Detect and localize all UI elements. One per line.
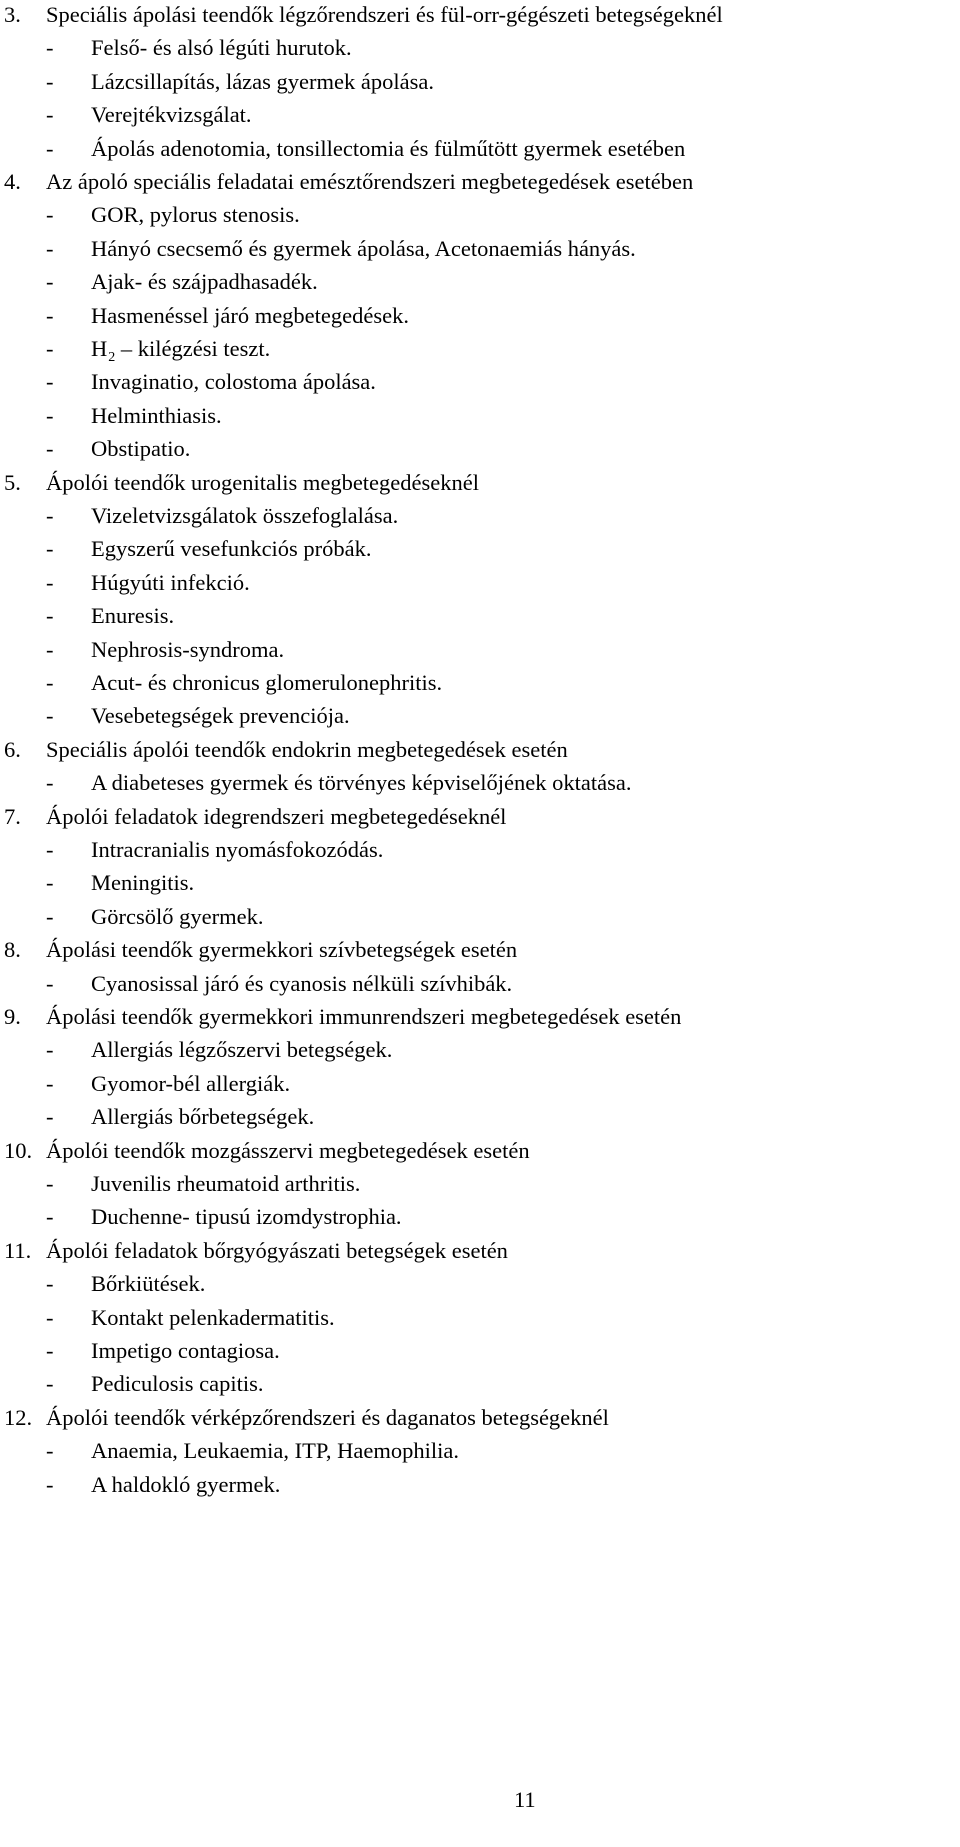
list-marker: - [46, 503, 54, 528]
section-number: 11. [4, 1237, 32, 1263]
list-marker: - [46, 68, 54, 94]
list-marker: - [46, 135, 54, 161]
list-item-text: A haldokló gyermek. [91, 1471, 281, 1497]
list-item-text: Allergiás bőrbetegségek. [91, 1104, 315, 1130]
list-marker: - [46, 1037, 54, 1063]
section-title: Speciális ápolási teendők légzőrendszeri és fül-orr-gégészeti betegségeknél [46, 2, 723, 27]
list-item-text: Hasmenéssel járó megbetegedések. [91, 302, 409, 328]
list-marker: - [46, 569, 54, 595]
list-marker: - [46, 903, 54, 929]
section-title: Ápolói teendők vérképzőrendszeri és daganatos betegségeknél [46, 1404, 609, 1430]
section-number: 8. [4, 937, 21, 963]
list-item-text: Lázcsillapítás, lázas gyermek ápolása. [91, 68, 434, 94]
section-title: Ápolói teendők urogenitalis megbetegedéseknél [46, 469, 479, 495]
list-item-text: Impetigo contagiosa. [91, 1338, 280, 1363]
list-item-text: Ajak- és szájpadhasadék. [91, 269, 318, 295]
list-item-text: Bőrkiütések. [91, 1271, 206, 1297]
list-marker: - [46, 837, 54, 862]
page-number: 11 [514, 1787, 536, 1812]
list-item-text: Obstipatio. [91, 436, 191, 462]
list-marker: - [46, 1070, 54, 1096]
section-title: Az ápoló speciális feladatai emésztőrendszeri megbetegedések esetében [46, 169, 694, 194]
list-item-text: Intracranialis nyomásfokozódás. [91, 837, 384, 862]
list-item-text: Gyomor-bél allergiák. [91, 1070, 291, 1096]
list-marker: - [46, 1338, 54, 1363]
list-marker: - [46, 235, 54, 261]
list-item-text: Juvenilis rheumatoid arthritis. [91, 1171, 361, 1196]
section-title: Ápolási teendők gyermekkori immunrendszeri megbetegedések esetén [46, 1004, 682, 1029]
list-item-text: Helminthiasis. [91, 402, 222, 428]
list-marker: - [46, 102, 54, 128]
section-number: 10. [4, 1137, 33, 1163]
subscript-two: 2 [108, 350, 116, 365]
list-marker: - [46, 369, 54, 395]
list-marker: - [46, 1438, 54, 1464]
list-item-text: Húgyúti infekció. [91, 569, 250, 595]
list-item-text: Anaemia, Leukaemia, ITP, Haemophilia. [91, 1438, 459, 1464]
list-marker: - [46, 1304, 54, 1330]
list-marker: - [46, 636, 54, 662]
list-item-text: Nephrosis-syndroma. [91, 636, 285, 662]
section-number: 12. [4, 1404, 33, 1430]
list-item-text: Felső- és alsó légúti hurutok. [91, 35, 352, 61]
list-marker: - [46, 436, 54, 462]
list-item-text: Ápolás adenotomia, tonsillectomia és fülműtött gyermek esetében [91, 135, 686, 161]
section-number: 7. [4, 803, 21, 829]
section-title: Speciális ápolói teendők endokrin megbetegedések esetén [46, 736, 568, 762]
list-item-text: Enuresis. [91, 603, 175, 629]
list-item-text: Pediculosis capitis. [91, 1371, 264, 1397]
list-marker: - [46, 870, 54, 896]
section-title: Ápolói teendők mozgásszervi megbetegedések esetén [46, 1137, 530, 1163]
list-item-text: Cyanosissal járó és cyanosis nélküli szívhibák. [91, 970, 513, 996]
list-item-text: Görcsölő gyermek. [91, 903, 264, 929]
list-marker: - [46, 1204, 54, 1230]
list-item-text: Allergiás légzőszervi betegségek. [91, 1037, 393, 1063]
list-marker: - [46, 336, 54, 361]
section-number: 3. [4, 2, 21, 27]
section-title: Ápolási teendők gyermekkori szívbetegségek esetén [46, 937, 518, 963]
list-marker: - [46, 302, 54, 328]
section-title: Ápolói feladatok bőrgyógyászati betegségek esetén [46, 1237, 508, 1263]
list-item-text: Duchenne- tipusú izomdystrophia. [91, 1204, 402, 1230]
list-marker: - [46, 1471, 54, 1497]
section-number: 4. [4, 169, 21, 194]
list-marker: - [46, 269, 54, 295]
list-marker: - [46, 970, 54, 996]
list-item-text: Vizeletvizsgálatok összefoglalása. [91, 503, 399, 528]
list-marker: - [46, 703, 54, 729]
list-marker: - [46, 670, 54, 695]
list-marker: - [46, 770, 54, 796]
list-item-text: Vesebetegségek prevenciója. [91, 703, 350, 729]
list-item-text: Egyszerű vesefunkciós próbák. [91, 536, 372, 562]
list-item-text: Acut- és chronicus glomerulonephritis. [91, 670, 443, 695]
list-item-text: Invaginatio, colostoma ápolása. [91, 369, 376, 395]
list-item-text: GOR, pylorus stenosis. [91, 202, 300, 228]
section-title: Ápolói feladatok idegrendszeri megbetegedéseknél [46, 803, 507, 829]
list-item-text: Hányó csecsemő és gyermek ápolása, Acetonaemiás hányás. [91, 235, 636, 261]
list-item-text: Kontakt pelenkadermatitis. [91, 1304, 335, 1330]
list-marker: - [46, 35, 54, 61]
list-marker: - [46, 603, 54, 629]
section-number: 6. [4, 736, 21, 762]
list-marker: - [46, 1104, 54, 1130]
list-item-text: Verejtékvizsgálat. [91, 102, 252, 128]
list-marker: - [46, 1271, 54, 1297]
list-item-text: Meningitis. [91, 870, 195, 896]
list-marker: - [46, 1371, 54, 1397]
section-number: 9. [4, 1004, 21, 1029]
list-marker: - [46, 202, 54, 228]
section-number: 5. [4, 469, 21, 495]
list-marker: - [46, 1171, 54, 1196]
list-marker: - [46, 536, 54, 562]
list-item-text: A diabeteses gyermek és törvényes képviselőjének oktatása. [91, 770, 632, 796]
list-marker: - [46, 402, 54, 428]
list-item-text: $H_2$ – kilégzési teszt. [91, 336, 271, 365]
